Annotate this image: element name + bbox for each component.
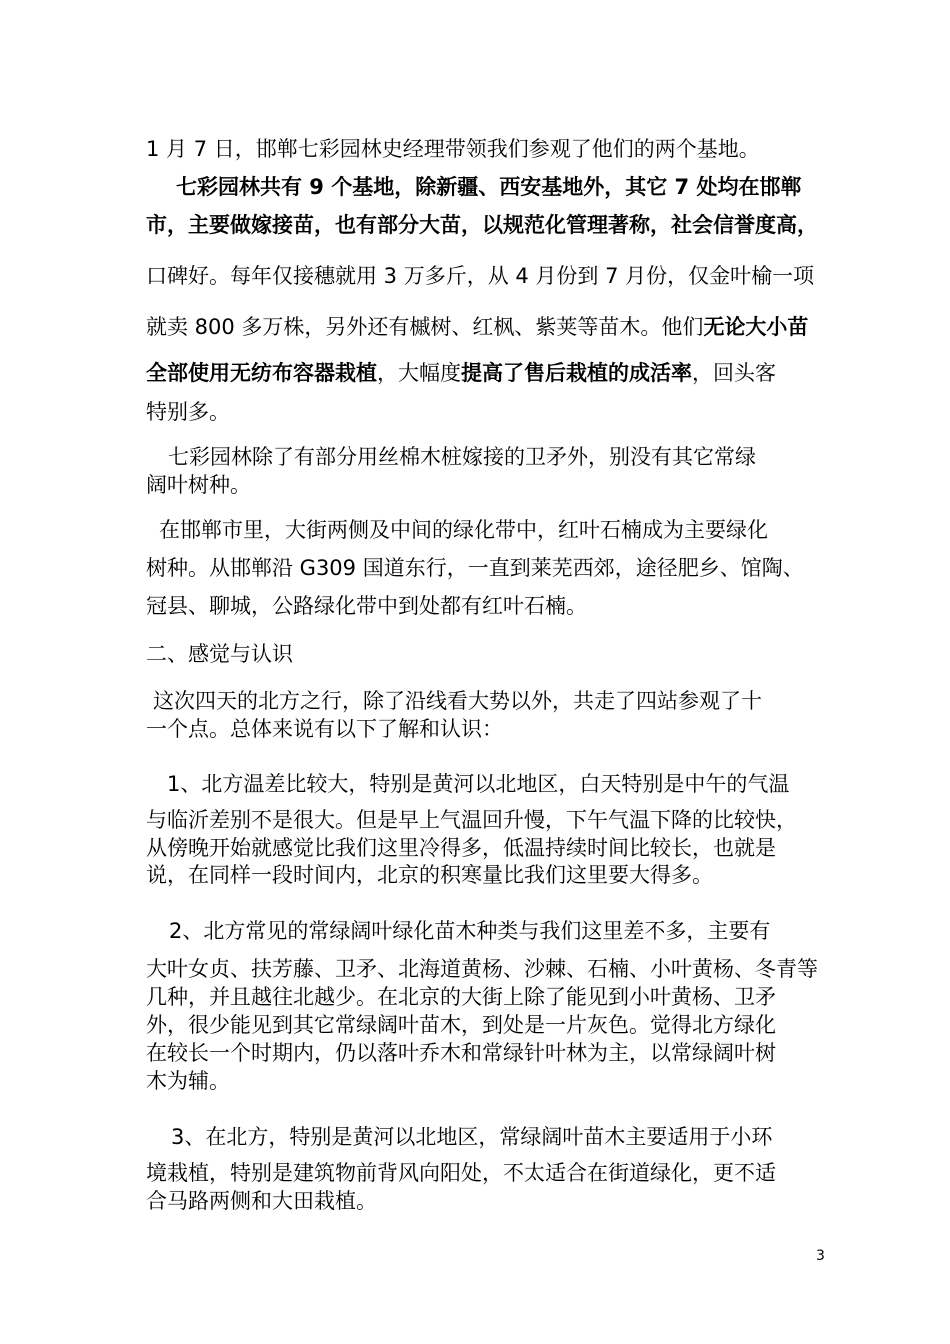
text-line: 在邯郸市里，大街两侧及中间的绿化带中，红叶石楠成为主要绿化 — [159, 518, 768, 542]
text-span: ，回头客 — [692, 361, 776, 385]
text-line: 在较长一个时期内，仍以落叶乔木和常绿针叶林为主，以常绿阔叶树 — [146, 1041, 776, 1065]
text-line: 说，在同样一段时间内，北京的积寒量比我们这里要大得多。 — [146, 863, 713, 887]
bold-span: 全部使用无纺布容器栽植 — [146, 361, 377, 385]
text-line: 1 月 7 日，邯郸七彩园林史经理带领我们参观了他们的两个基地。 — [146, 137, 760, 161]
text-line: 一个点。总体来说有以下了解和认识： — [146, 717, 503, 741]
text-line: 合马路两侧和大田栽植。 — [146, 1189, 377, 1213]
bold-span: 提高了售后栽植的成活率 — [461, 361, 692, 385]
text-span: ，大幅度 — [377, 361, 461, 385]
text-line: 境栽植，特别是建筑物前背风向阳处，不太适合在街道绿化，更不适 — [146, 1161, 776, 1185]
text-line: 3、在北方，特别是黄河以北地区，常绿阔叶苗木主要适用于小环 — [171, 1125, 773, 1149]
section-heading: 二、感觉与认识 — [146, 642, 293, 666]
text-line: 1、北方温差比较大，特别是黄河以北地区，白天特别是中午的气温 — [167, 772, 790, 796]
text-line: 树种。从邯郸沿 G309 国道东行，一直到莱芜西郊，途径肥乡、馆陶、 — [146, 556, 804, 580]
text-line: 冠县、聊城，公路绿化带中到处都有红叶石楠。 — [146, 594, 587, 618]
text-line: 七彩园林共有 9 个基地，除新疆、西安基地外，其它 7 处均在邯郸 — [176, 175, 802, 199]
text-line-mixed — [146, 360, 776, 386]
text-line: 口碑好。每年仅接穗就用 3 万多斤，从 4 月份到 7 月份，仅金叶榆一项 — [146, 264, 815, 288]
text-line: 这次四天的北方之行，除了沿线看大势以外，共走了四站参观了十 — [153, 689, 762, 713]
text-line: 阔叶树种。 — [146, 473, 251, 497]
text-line: 市，主要做嫁接苗，也有部分大苗，以规范化管理著称，社会信誉度高， — [146, 213, 818, 237]
text-line: 与临沂差别不是很大。但是早上气温回升慢，下午气温下降的比较快， — [146, 808, 797, 832]
text-line: 从傍晚开始就感觉比我们这里冷得多，低温持续时间比较长，也就是 — [146, 836, 776, 860]
text-line: 几种，并且越往北越少。在北京的大街上除了能见到小叶黄杨、卫矛 — [146, 985, 776, 1009]
page-number: 3 — [816, 1248, 825, 1264]
text-line: 2、北方常见的常绿阔叶绿化苗木种类与我们这里差不多，主要有 — [169, 919, 771, 943]
text-line: 木为辅。 — [146, 1069, 230, 1093]
text-line-mixed — [146, 314, 808, 340]
text-line: 七彩园林除了有部分用丝棉木桩嫁接的卫矛外，别没有其它常绿 — [168, 445, 756, 469]
text-line: 大叶女贞、扶芳藤、卫矛、北海道黄杨、沙棘、石楠、小叶黄杨、冬青等 — [146, 957, 818, 981]
text-span: 就卖 800 多万株，另外还有槭树、红枫、紫荚等苗木。他们 — [146, 315, 704, 339]
text-line: 外，很少能见到其它常绿阔叶苗木，到处是一片灰色。觉得北方绿化 — [146, 1013, 776, 1037]
text-line: 特别多。 — [146, 400, 230, 424]
bold-span: 无论大小苗 — [703, 315, 809, 339]
